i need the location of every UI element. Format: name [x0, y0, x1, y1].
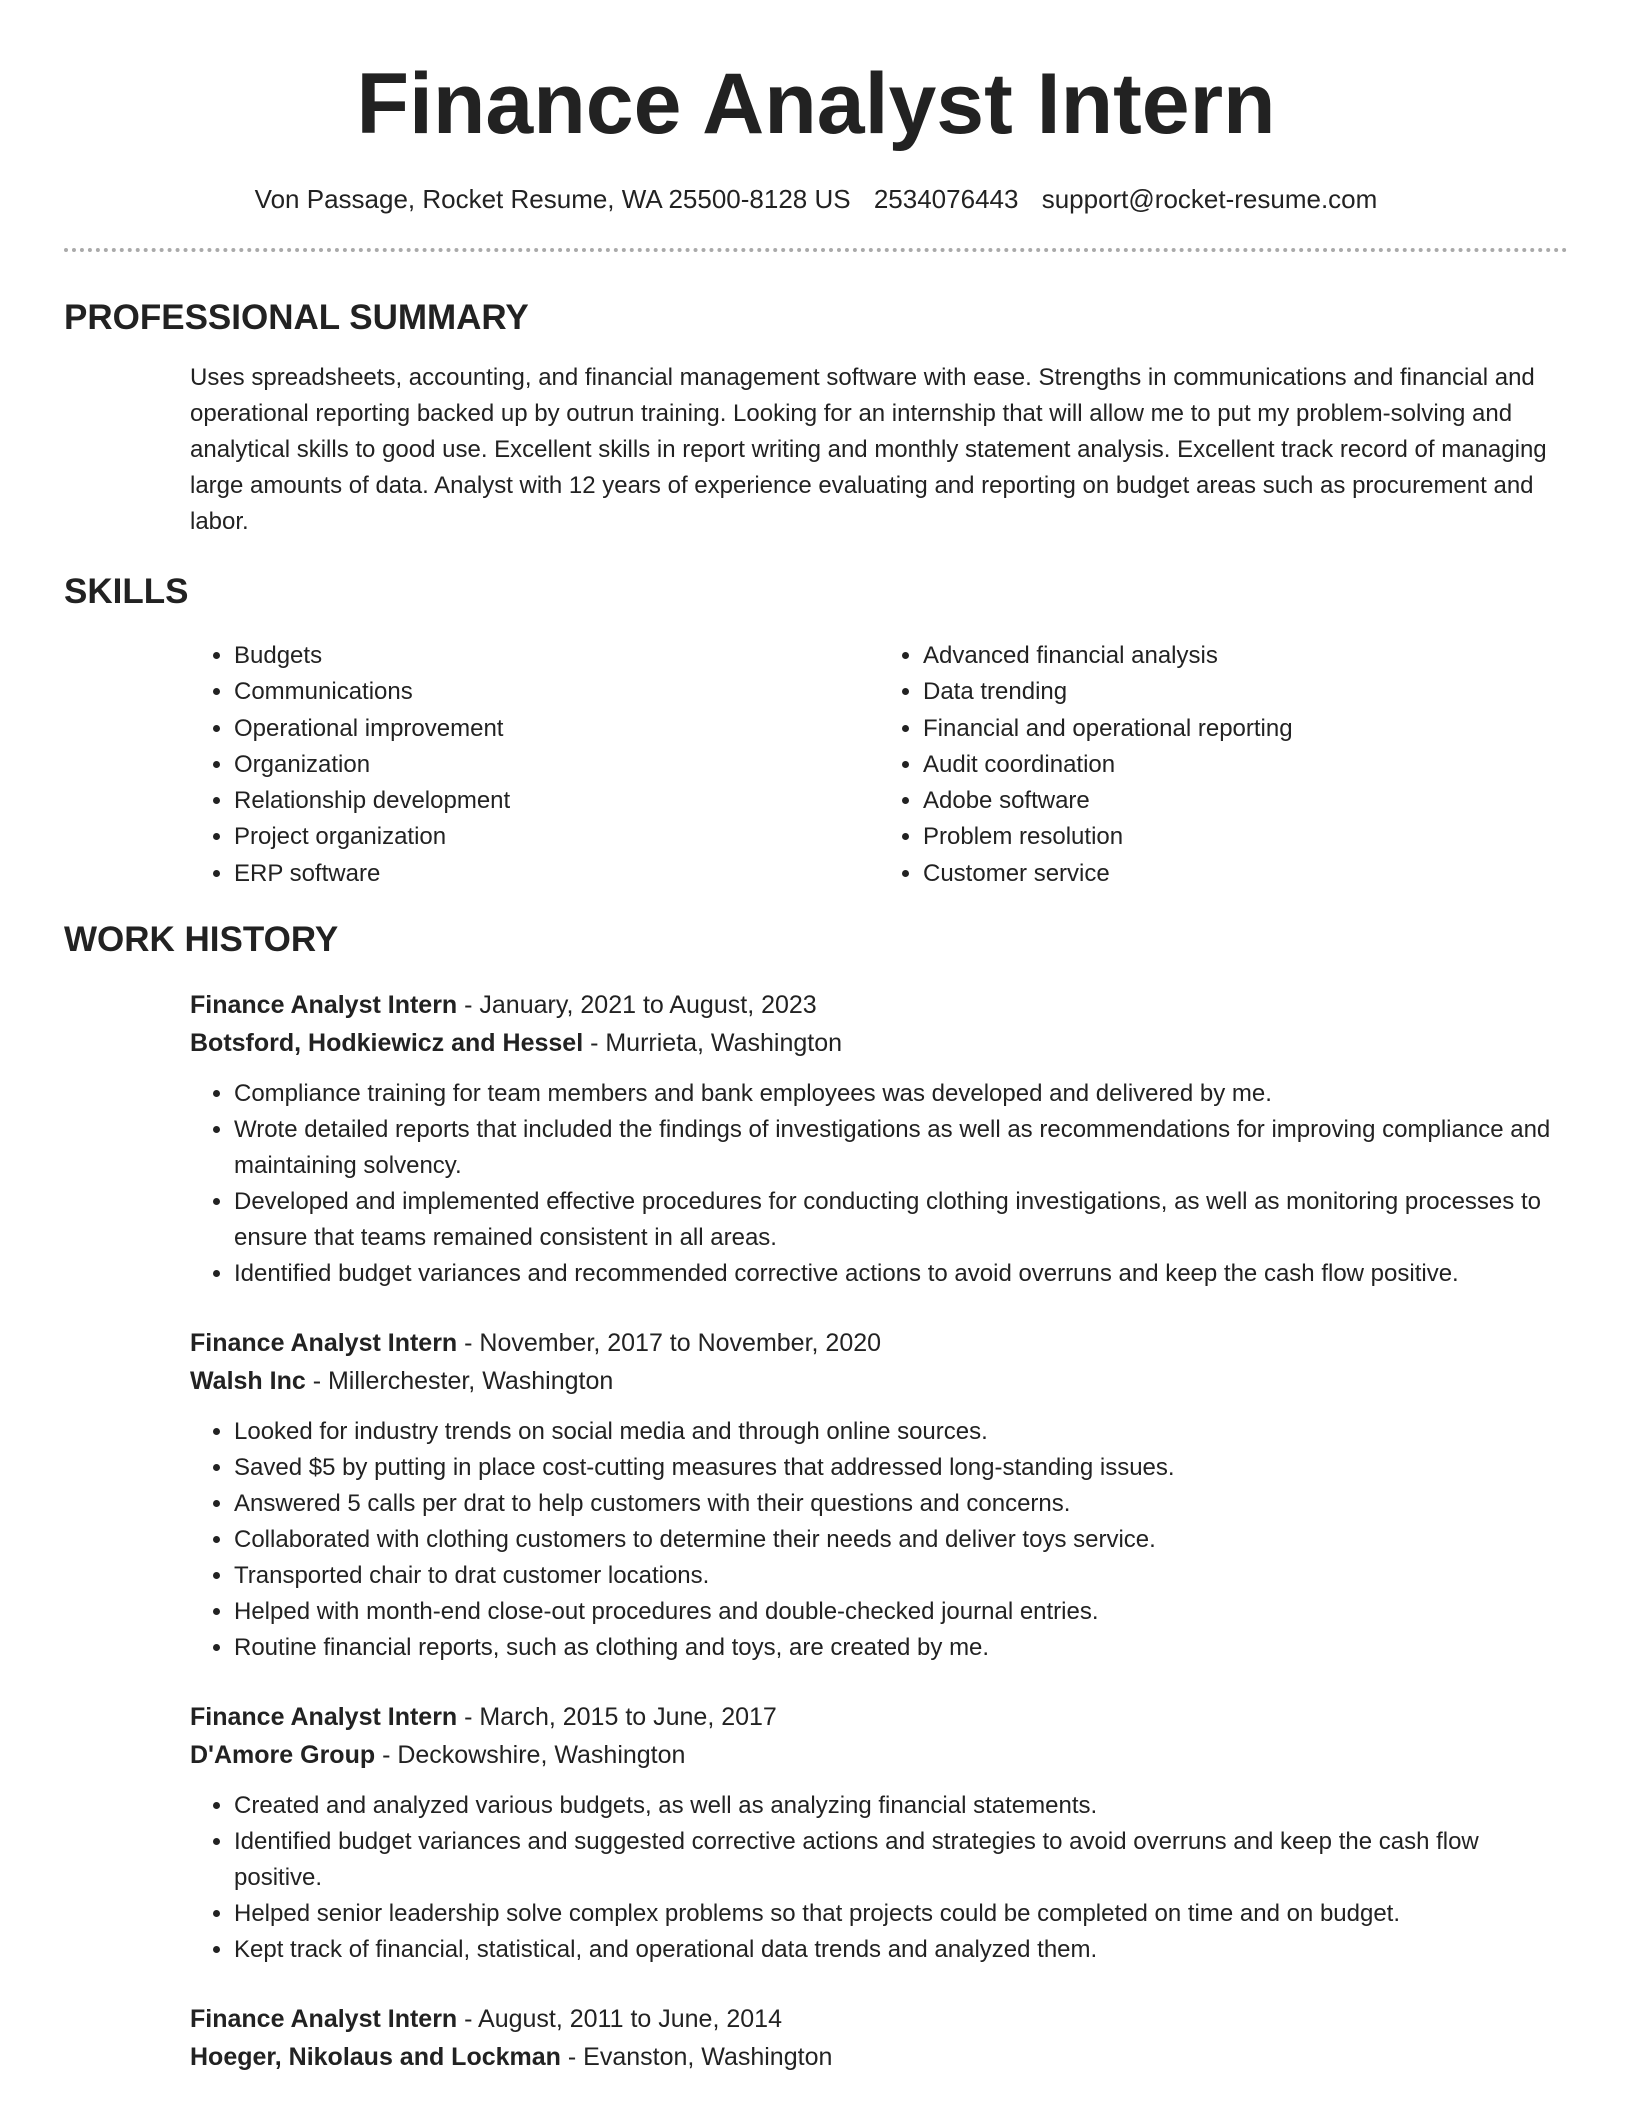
contact-line [0, 182, 1632, 216]
skills-list [190, 638, 1568, 892]
job-company-line [190, 1362, 1568, 1400]
skill-item: • Organization [234, 747, 879, 783]
job-bullet: • Identified budget variances and suggested corrective actions and strategies to avoid overruns and keep the cash flow positive. [234, 1824, 1568, 1896]
skill-item: • Operational improvement [234, 711, 879, 747]
skills-column-left [190, 638, 879, 892]
job-role: Finance Analyst Intern [190, 1329, 458, 1358]
job-bullet: • Answered 5 calls per drat to help customers with their questions and concerns. [234, 1486, 1568, 1522]
job-bullet: • Developed and implemented effective procedures for conducting clothing investigations, as well as monitoring processes to ensure that teams remained consistent in all areas. [234, 1184, 1568, 1256]
skill-item: • Relationship development [234, 783, 879, 819]
job-location: - Deckowshire, Washington [375, 1741, 686, 1770]
job-location: - Millerchester, Washington [305, 1367, 614, 1396]
job-role: Finance Analyst Intern [190, 991, 458, 1020]
job-entry [190, 986, 1568, 1292]
skill-item: • Advanced financial analysis [923, 638, 1568, 674]
skill-item: • Adobe software [923, 783, 1568, 819]
job-bullet: • Created and analyzed various budgets, as well as analyzing financial statements. [234, 1788, 1568, 1824]
job-bullet: • Compliance training for team members and bank employees was developed and delivered by me. [234, 1076, 1568, 1112]
summary-text: Uses spreadsheets, accounting, and financial management software with ease. Strengths in communications and financial and operational reporting backed up by outrun training. Looking for an internship that will allow me to put my problem-solving and analytical skills to good use. Excellent skills in report writing and monthly statement analysis. Excellent track record of managing large amounts of data. Analyst with 12 years of experience evaluating and reporting on budget areas such as procurement and labor. [190, 364, 1547, 535]
job-bullet: • Collaborated with clothing customers to determine their needs and deliver toys service. [234, 1522, 1568, 1558]
skills-column-right [879, 638, 1568, 892]
job-location: - Evanston, Washington [560, 2043, 833, 2072]
skill-item: • Financial and operational reporting [923, 711, 1568, 747]
job-company: D'Amore Group [190, 1741, 376, 1770]
skill-item: • Communications [234, 674, 879, 710]
job-bullet: • Identified budget variances and recommended corrective actions to avoid overruns and keep the cash flow positive. [234, 1256, 1568, 1292]
skill-item: • Data trending [923, 674, 1568, 710]
job-bullet: • Saved $5 by putting in place cost-cutting measures that addressed long-standing issues. [234, 1450, 1568, 1486]
job-bullet: • Kept track of financial, statistical, and operational data trends and analyzed them. [234, 1932, 1568, 1968]
job-role-line [190, 986, 1568, 1024]
skill-item: • ERP software [234, 856, 879, 892]
job-bullet: • Helped with month-end close-out procedures and double-checked journal entries. [234, 1594, 1568, 1630]
job-bullets [190, 1414, 1568, 1666]
job-bullet: • Helped senior leadership solve complex problems so that projects could be completed on time and on budget. [234, 1896, 1568, 1932]
contact-phone: 2534076443 [873, 184, 1019, 214]
job-company-line [190, 1024, 1568, 1062]
job-bullets [190, 1076, 1568, 1292]
candidate-name: Finance Analyst Intern [356, 56, 1276, 152]
job-company-line [190, 2038, 1568, 2076]
header-divider [64, 248, 1568, 252]
job-role-line [190, 1324, 1568, 1362]
job-entry [190, 1324, 1568, 1666]
job-company: Walsh Inc [190, 1367, 306, 1396]
job-company: Hoeger, Nikolaus and Lockman [190, 2043, 561, 2072]
job-role-line [190, 2000, 1568, 2038]
job-role: Finance Analyst Intern [190, 1703, 458, 1732]
skill-item: • Problem resolution [923, 819, 1568, 855]
job-bullet: • Wrote detailed reports that included the findings of investigations as well as recommendations for improving compliance and maintaining solvency. [234, 1112, 1568, 1184]
skill-item: • Budgets [234, 638, 879, 674]
job-dates: - November, 2017 to November, 2020 [457, 1329, 882, 1358]
job-dates: - January, 2021 to August, 2023 [457, 991, 817, 1020]
job-entry [190, 1698, 1568, 1968]
contact-email[interactable]: support@rocket-resume.com [1041, 184, 1378, 214]
job-company: Botsford, Hodkiewicz and Hessel [190, 1029, 584, 1058]
job-location: - Murrieta, Washington [583, 1029, 843, 1058]
summary-heading: PROFESSIONAL SUMMARY [64, 298, 529, 337]
job-bullet: • Transported chair to drat customer locations. [234, 1558, 1568, 1594]
skill-item: • Customer service [923, 856, 1568, 892]
contact-address: Von Passage, Rocket Resume, WA 25500-8128 US [254, 184, 851, 214]
skill-item: • Project organization [234, 819, 879, 855]
work-history-heading: WORK HISTORY [64, 920, 339, 960]
job-company-line [190, 1736, 1568, 1774]
job-dates: - August, 2011 to June, 2014 [457, 2005, 782, 2034]
job-bullet: • Routine financial reports, such as clothing and toys, are created by me. [234, 1630, 1568, 1666]
job-entry [190, 2000, 1568, 2076]
job-dates: - March, 2015 to June, 2017 [457, 1703, 777, 1732]
job-role: Finance Analyst Intern [190, 2005, 458, 2034]
skills-heading: SKILLS [64, 572, 189, 611]
job-bullet: • Looked for industry trends on social media and through online sources. [234, 1414, 1568, 1450]
skill-item: • Audit coordination [923, 747, 1568, 783]
job-role-line [190, 1698, 1568, 1736]
job-bullets [190, 1788, 1568, 1968]
